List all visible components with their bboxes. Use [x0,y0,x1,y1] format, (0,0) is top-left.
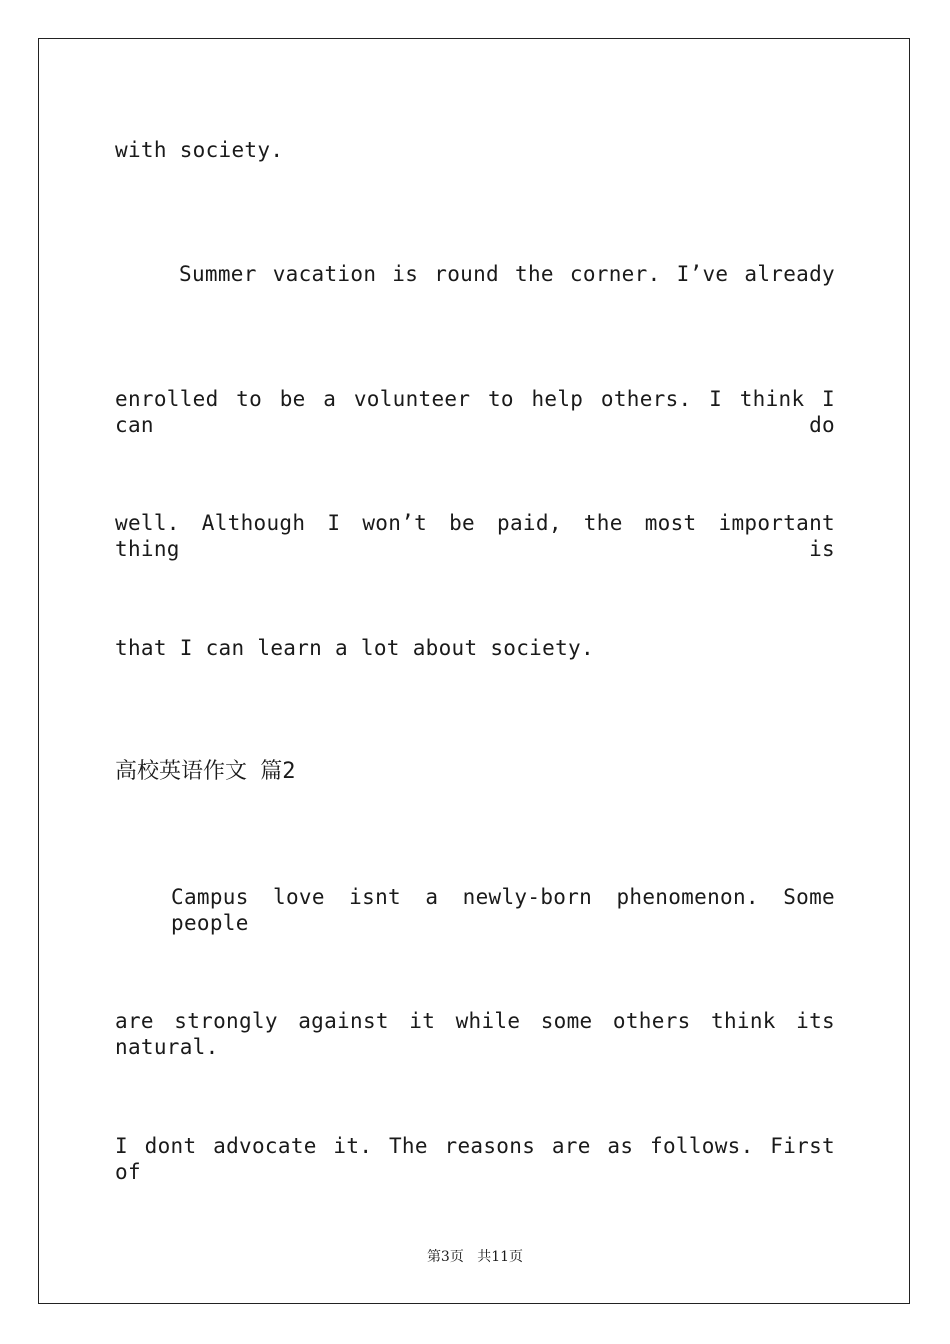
page-footer [0,1248,950,1266]
paragraph-first-line: Campus love isnt a newly-born phenomenon. Some people [171,885,835,935]
text-line: well. Although I won’t be paid, the most important thing is [115,511,835,561]
section-heading: 高校英语作文 篇2 [115,759,296,784]
page-frame [38,38,910,1304]
text-line: with society. [115,138,284,162]
text-line: are strongly against it while some others think its natural. [115,1009,835,1059]
page-total: 共11页 [477,1249,524,1265]
paragraph-first-line: Summer vacation is round the corner. I’ve already [179,262,835,286]
page-number: 第3页 [426,1249,464,1265]
text-line: that I can learn a lot about society. [115,636,594,660]
text-line: I dont advocate it. The reasons are as follows. First of [115,1134,835,1184]
text-line: enrolled to be a volunteer to help others. I think I can do [115,387,835,437]
